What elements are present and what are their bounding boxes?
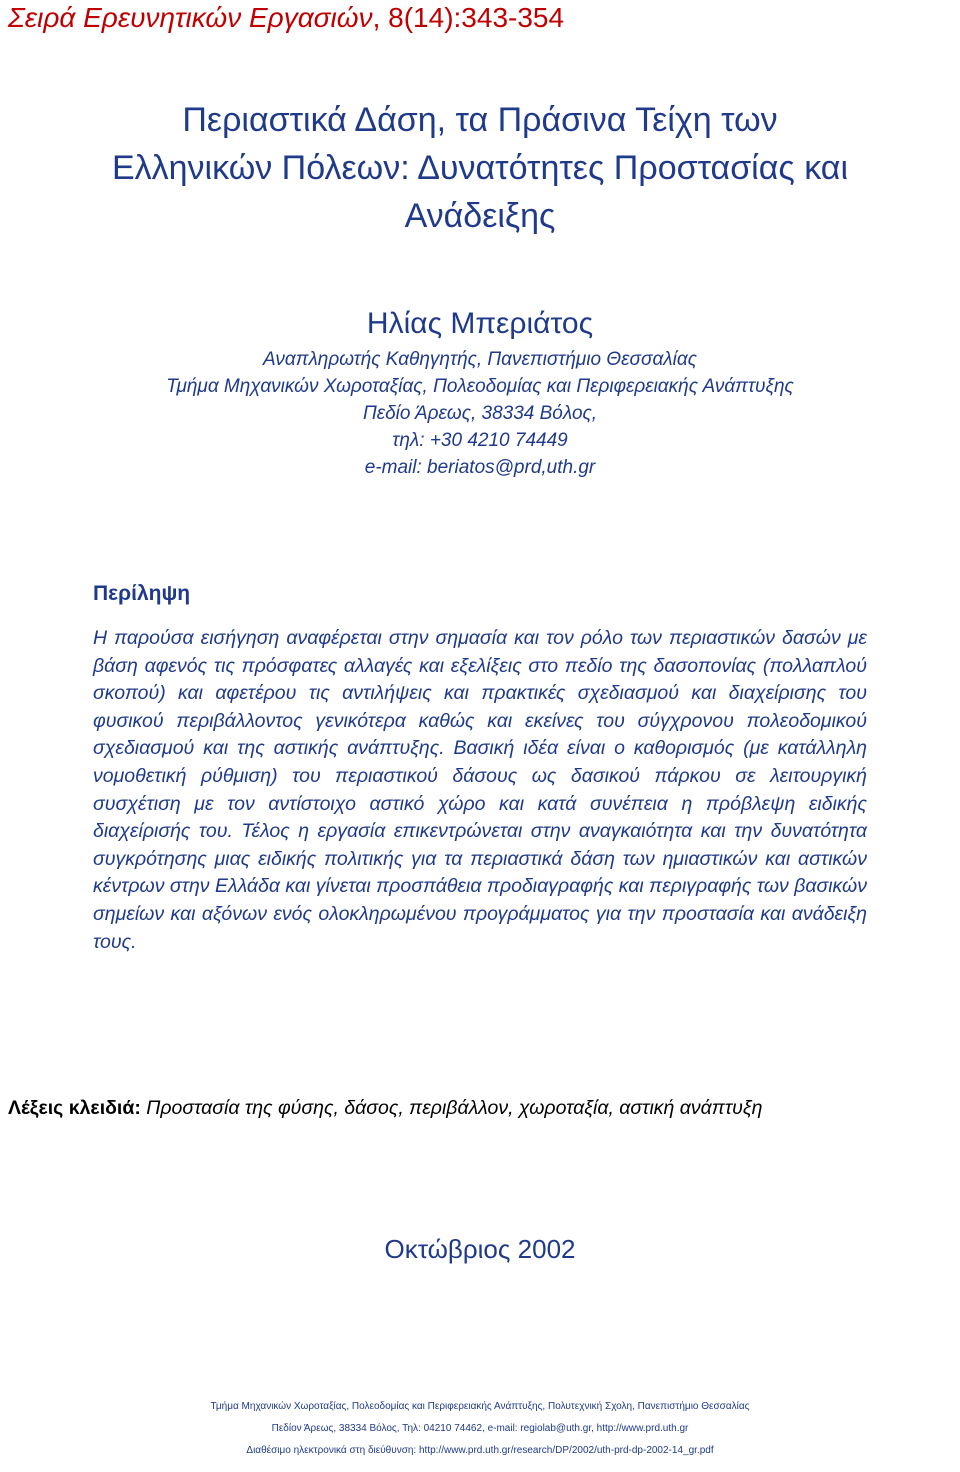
title-line-1: Περιαστικά Δάση, τα Πράσινα Τείχη των (182, 101, 778, 139)
author-phone: τηλ: +30 4210 74449 (392, 430, 568, 451)
title-line-3: Ανάδειξης (404, 197, 556, 235)
author-address: Πεδίο Άρεως, 38334 Βόλος, (362, 403, 598, 424)
abstract-heading: Περίληψη (93, 582, 191, 605)
author-block (60, 302, 900, 481)
title-line-2: Ελληνικών Πόλεων: Δυνατότητες Προστασίας και (111, 149, 849, 187)
series-header (8, 2, 564, 34)
series-name: Σειρά Ερευνητικών Εργασιών (8, 2, 373, 33)
author-department: Τμήμα Μηχανικών Χωροταξίας, Πολεοδομίας και Περιφερειακής Ανάπτυξης (166, 376, 794, 397)
keywords (8, 1097, 762, 1120)
paper-title (60, 96, 900, 240)
abstract-text: Η παρούσα εισήγηση αναφέρεται στην σημασία και τον ρόλο των περιαστικών δασών με βάση αφενός τις πρόσφατες αλλαγές και εξελίξεις στο πεδίο της δασοπονίας (πολλαπλού σκοπού) και αφετέρου τις αντιλήψεις και πρακτικές σχεδιασμού και διαχείρισης του φυσικού περιβάλλοντος γενικότερα καθώς και εκείνες του σύγχρονου πολεοδομικού σχεδιασμού και της αστικής ανάπτυξης. Βασική ιδέα είναι ο καθορισμός (με κατάλληλη νομοθετική ρύθμιση) του περιαστικού δάσους ως δασικού πάρκου σε λειτουργική συσχέτιση με τον αντίστοιχο αστικό χώρο και κατά συνέπεια η πρόβλεψη ειδικής διαχείρισής του. Τέλος η εργασία επικεντρώνεται στην αναγκαιότητα και την δυνατότητα συγκρότησης μιας ειδικής πολιτικής για τα περιαστικά δάση των ημιαστικών και αστικών κέντρων στην Ελλάδα και γίνεται προσπάθεια προδιαγραφής και περιγραφής των βασικών σημείων και αξόνων ενός ολοκληρωμένου προγράμματος για την προστασία και ανάδειξη τους. (93, 627, 867, 953)
author-position: Αναπληρωτής Καθηγητής, Πανεπιστήμιο Θεσσαλίας (263, 349, 697, 370)
keywords-text: Προστασία της φύσης, δάσος, περιβάλλον, χωροταξία, αστική ανάπτυξη (140, 1097, 763, 1119)
footer-availability: Διαθέσιμο ηλεκτρονικά στη διεύθυνση: http://www.prd.uth.gr/research/DP/2002/uth-prd-dp-2002-14_gr.pdf (246, 1445, 714, 1456)
publication-date: Οκτώβριος 2002 (384, 1234, 576, 1264)
series-issue: , 8(14):343-354 (372, 2, 565, 33)
footer (0, 1396, 960, 1462)
footer-contact: Πεδίον Άρεως, 38334 Βόλος, Τηλ: 04210 74462, e-mail: regiolab@uth.gr, http://www.prd.uth.gr (271, 1423, 689, 1434)
footer-department: Τμήμα Μηχανικών Χωροταξίας, Πολεοδομίας και Περιφερειακής Ανάπτυξης, Πολυτεχνική Σχολη, Πανεπιστήμιο Θεσσαλίας (210, 1401, 750, 1412)
author-name: Ηλίας Μπεριάτος (366, 307, 594, 340)
author-email: e-mail: beriatos@prd,uth.gr (364, 457, 596, 478)
keywords-label: Λέξεις κλειδιά: (8, 1097, 141, 1119)
